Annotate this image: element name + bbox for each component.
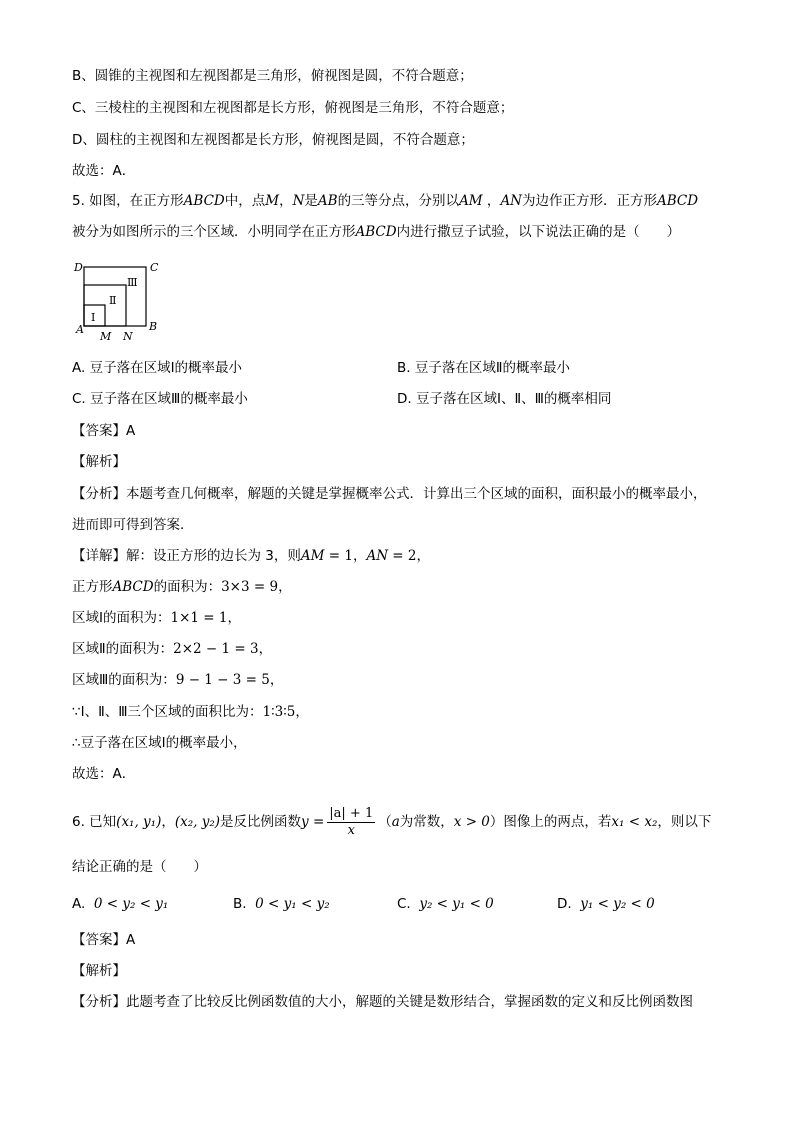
region-2-label: Ⅱ [109, 294, 117, 307]
q6-option-a: A. 0 < y₂ < y₁ [72, 896, 169, 912]
q5-detail-area-3: 区域Ⅲ的面积为：9 − 1 − 3 = 5， [72, 672, 284, 688]
label-d: D [74, 261, 83, 274]
inverse-function-fraction: $\frac{|a| + 1}{x}$ [329, 805, 374, 838]
q5-detail-area-1: 区域Ⅰ的面积为：1×1 = 1， [72, 610, 241, 626]
q5-detail-conclusion: ∴豆子落在区域Ⅰ的概率最小， [72, 735, 247, 751]
q6-fenxi-line1: 【分析】此题考查了比较反比例函数值的大小，解题的关键是数形结合，掌握函数的定义和反比例函数图 [72, 994, 693, 1010]
q6-answer: 【答案】A [72, 932, 136, 948]
solution-line-c: C、三棱柱的主视图和左视图都是长方形，俯视图是三角形，不符合题意； [72, 100, 514, 116]
q5-fenxi-line2: 进而即可得到答案． [72, 517, 194, 533]
solution-line-d: D、圆柱的主视图和左视图都是长方形，俯视图是圆，不符合题意； [72, 132, 474, 148]
q5-option-d: D. 豆子落在区域Ⅰ、Ⅱ、Ⅲ的概率相同 [397, 391, 612, 407]
label-b: B [149, 320, 158, 333]
q5-analysis-label: 【解析】 [72, 454, 126, 470]
q5-stem-line1: 5. 如图，在正方形ABCD中，点M，N是AB的三等分点，分别以AM ，AN为边作正方形．正方形ABCD [72, 193, 699, 209]
q5-fenxi-line1: 【分析】本题考查几何概率，解题的关键是掌握概率公式．计算出三个区域的面积，面积最小的概率最小， [72, 486, 707, 502]
q5-option-c: C. 豆子落在区域Ⅲ的概率最小 [72, 391, 248, 407]
label-m: M [100, 330, 112, 342]
label-n: N [123, 330, 133, 342]
q6-option-c: C. y₂ < y₁ < 0 [397, 896, 494, 912]
q6-stem-line2: 结论正确的是（ ） [72, 859, 207, 875]
q5-detail-area-2: 区域Ⅱ的面积为：2×2 − 1 = 3， [72, 641, 273, 657]
q6-stem-line1: 6. 已知(x₁, y₁)，(x₂, y₂)是反比例函数y = $\frac{|a| + 1}{x}$ （a为常数，x > 0）图像上的两点，若x₁ < x₂，则以下 [72, 805, 712, 838]
q5-detail-ratio: ∵Ⅰ、Ⅱ、Ⅲ三个区域的面积比为：1∶3∶5， [72, 704, 309, 720]
q5-choose: 故选：A． [72, 766, 136, 782]
q6-option-d: D. y₁ < y₂ < 0 [557, 896, 655, 912]
q5-option-b: B. 豆子落在区域Ⅱ的概率最小 [397, 360, 570, 376]
label-c: C [150, 261, 159, 274]
q5-detail-area-abcd: 正方形ABCD的面积为：3×3 = 9， [72, 579, 292, 595]
q5-option-a: A. 豆子落在区域Ⅰ的概率最小 [72, 360, 243, 376]
choice-line: 故选：A． [72, 163, 136, 179]
q5-detail-line1: 【详解】解：设正方形的边长为 3，则AM = 1，AN = 2， [72, 548, 430, 564]
solution-line-b: B、圆锥的主视图和左视图都是三角形，俯视图是圆，不符合题意； [72, 68, 473, 84]
region-3-label: Ⅲ [127, 276, 138, 289]
q5-stem-line2: 被分为如图所示的三个区域．小明同学在正方形ABCD内进行撒豆子试验，以下说法正确的是（ ） [72, 224, 681, 240]
q6-analysis-label: 【解析】 [72, 963, 126, 979]
label-a: A [76, 323, 84, 336]
region-1-label: Ⅰ [91, 311, 96, 324]
q5-figure [72, 258, 167, 342]
q5-answer: 【答案】A [72, 423, 136, 439]
q6-option-b: B. 0 < y₁ < y₂ [233, 896, 330, 912]
